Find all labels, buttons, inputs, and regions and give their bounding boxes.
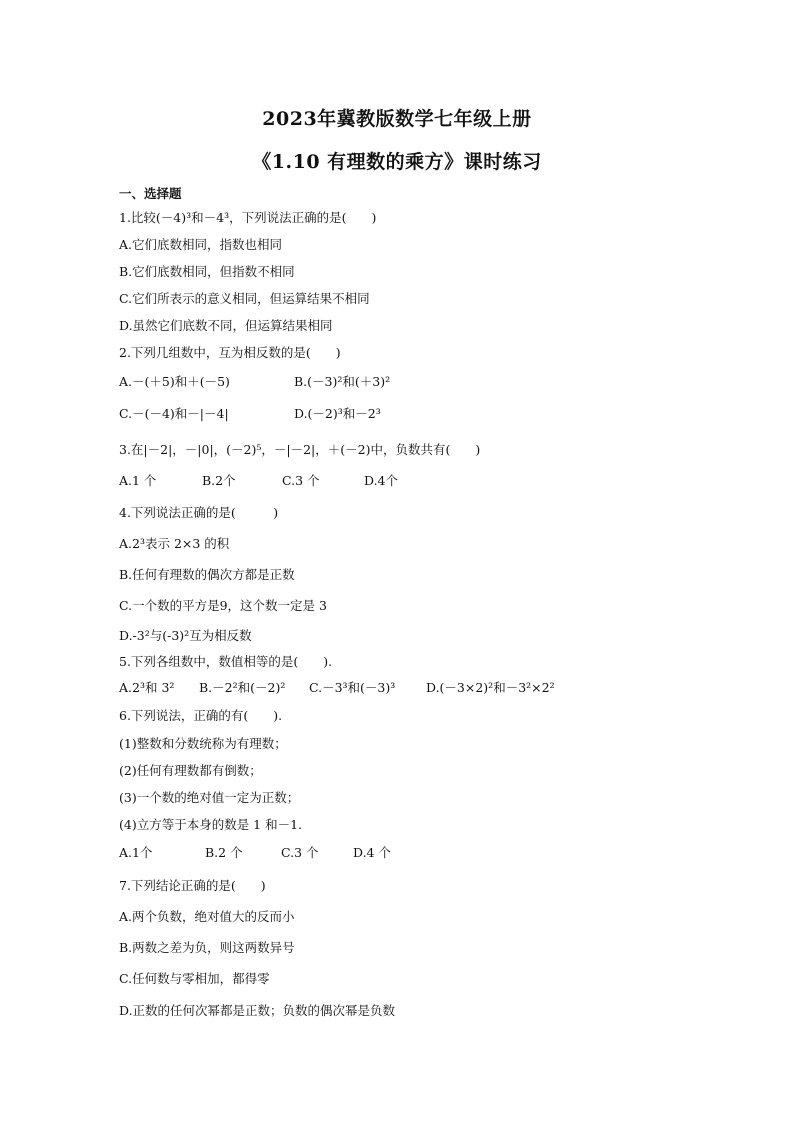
question-4-option-c: C.一个数的平方是9，这个数一定是 3: [119, 598, 327, 613]
question-1-stem: 1.比较(－4)³和－4³，下列说法正确的是( ): [119, 210, 377, 225]
question-5-option-d: D.(－3×2)²和－3²×2²: [426, 680, 555, 695]
question-2-stem: 2.下列几组数中，互为相反数的是( ): [119, 345, 341, 360]
question-6-option-d: D.4 个: [353, 845, 391, 860]
question-2-option-c: C.－(－4)和－|－4|: [119, 406, 229, 421]
question-2-option-b: B.(－3)²和(＋3)²: [294, 374, 391, 389]
question-4-option-d: D.-3²与(-3)²互为相反数: [119, 628, 252, 643]
question-1-option-b: B.它们底数相同，但指数不相同: [119, 264, 295, 279]
question-4-option-a: A.2³表示 2×3 的积: [119, 536, 230, 551]
question-1-option-d: D.虽然它们底数不同，但运算结果相同: [119, 318, 333, 333]
question-5-option-b: B.－2²和(－2)²: [199, 680, 286, 695]
question-6-option-a: A.1个: [119, 845, 153, 860]
page-title: 2023年冀教版数学七年级上册: [262, 108, 532, 130]
question-7-option-b: B.两数之差为负，则这两数异号: [119, 940, 295, 955]
question-6-option-b: B.2 个: [205, 845, 243, 860]
question-7-option-d: D.正数的任何次幂都是正数；负数的偶次幂是负数: [119, 1003, 396, 1018]
question-6-statement-1: (1)整数和分数统称为有理数；: [119, 736, 287, 751]
question-6-option-c: C.3 个: [281, 845, 319, 860]
question-6-stem: 6.下列说法，正确的有( ).: [119, 708, 283, 723]
question-3-option-a: A.1 个: [119, 473, 157, 488]
question-7-stem: 7.下列结论正确的是( ): [119, 878, 266, 893]
question-3-option-c: C.3 个: [282, 473, 320, 488]
question-5-stem: 5.下列各组数中，数值相等的是( ).: [119, 654, 333, 669]
question-7-option-c: C.任何数与零相加，都得零: [119, 971, 270, 986]
question-3-option-b: B.2个: [202, 473, 236, 488]
question-5-option-a: A.2³和 3²: [119, 680, 175, 695]
question-6-statement-4: (4)立方等于本身的数是 1 和－1.: [119, 817, 303, 832]
question-7-option-a: A.两个负数，绝对值大的反而小: [119, 909, 295, 924]
question-3-option-d: D.4个: [364, 473, 399, 488]
question-6-statement-2: (2)任何有理数都有倒数；: [119, 763, 262, 778]
question-6-statement-3: (3)一个数的绝对值一定为正数；: [119, 790, 300, 805]
question-2-option-a: A.－(＋5)和＋(－5): [119, 374, 230, 389]
section-heading: 一、选择题: [119, 186, 182, 201]
page-subtitle: 《1.10 有理数的乘方》课时练习: [252, 151, 542, 173]
question-1-option-c: C.它们所表示的意义相同，但运算结果不相同: [119, 291, 370, 306]
question-1-option-a: A.它们底数相同，指数也相同: [119, 237, 283, 252]
question-3-stem: 3.在|－2|，－|0|，(－2)⁵，－|－2|，＋(－2)中，负数共有( ): [119, 442, 481, 457]
question-4-stem: 4.下列说法正确的是( ): [119, 505, 279, 520]
question-2-option-d: D.(－2)³和－2³: [294, 406, 381, 421]
question-5-option-c: C.－3³和(－3)³: [309, 680, 396, 695]
question-4-option-b: B.任何有理数的偶次方都是正数: [119, 567, 295, 582]
